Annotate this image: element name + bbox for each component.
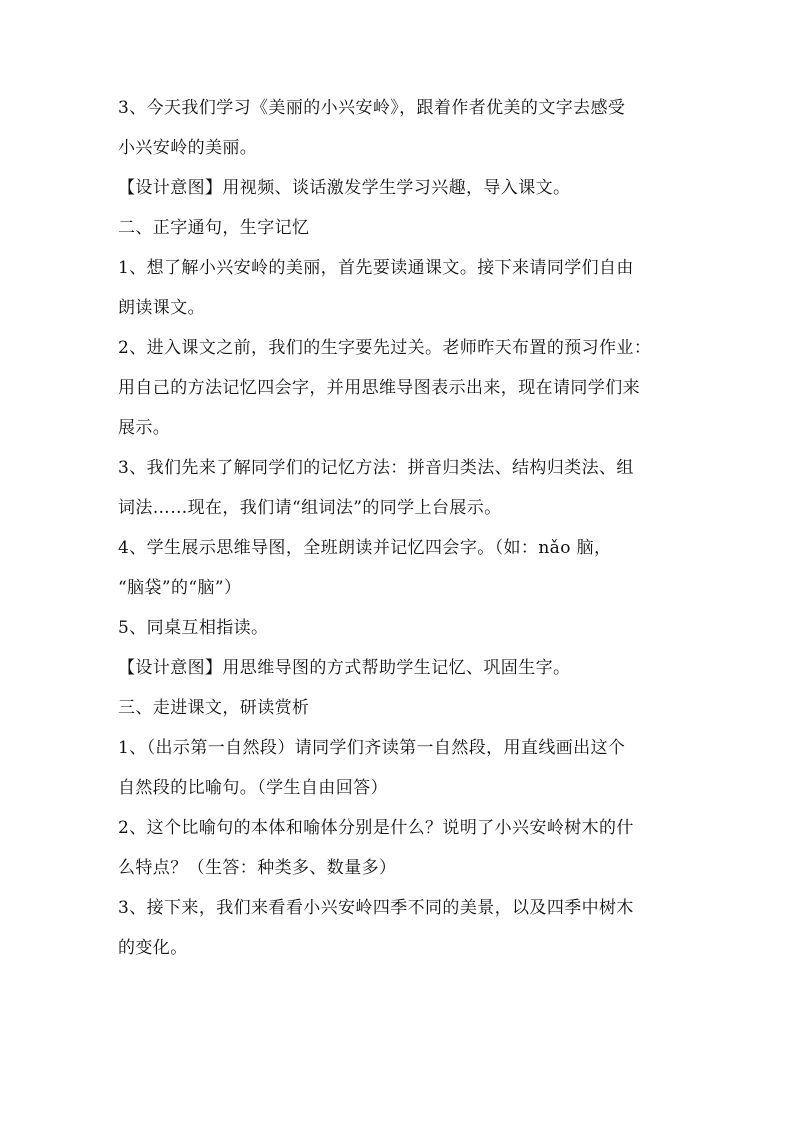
text-line: 朗读课文。 xyxy=(118,298,205,318)
text-line: 展示。 xyxy=(118,418,171,438)
text-line: 用自己的方法记忆四会字，并用思维导图表示出来，现在请同学们来 xyxy=(118,378,640,398)
text-line: 3、接下来，我们来看看小兴安岭四季不同的美景，以及四季中树木 xyxy=(118,898,634,918)
text-line: 5、同桌互相指读。 xyxy=(118,618,269,638)
text-line: 4、学生展示思维导图，全班朗读并记忆四会字。（如：nǎo 脑， xyxy=(118,538,612,558)
text-line: “脑袋”的“脑”） xyxy=(118,578,242,598)
design-intent-line: 【设计意图】用视频、谈话激发学生学习兴趣，导入课文。 xyxy=(118,178,571,198)
text-line: 1、想了解小兴安岭的美丽，首先要读通课文。接下来请同学们自由 xyxy=(118,258,634,278)
text-line: 么特点？（生答：种类多、数量多） xyxy=(118,858,397,878)
text-line: 词法……现在，我们请“组词法”的同学上台展示。 xyxy=(118,498,502,518)
text-line: 3、我们先来了解同学们的记忆方法：拼音归类法、结构归类法、组 xyxy=(118,458,634,478)
text-line: 2、这个比喻句的本体和喻体分别是什么？说明了小兴安岭树木的什 xyxy=(118,818,634,838)
text-line: 的变化。 xyxy=(118,938,188,958)
document-body xyxy=(118,97,688,959)
text-line: 2、进入课文之前，我们的生字要先过关。老师昨天布置的预习作业： xyxy=(118,338,652,358)
section-heading: 三、走进课文，研读赏析 xyxy=(118,698,310,718)
text-line: 3、今天我们学习《美丽的小兴安岭》，跟着作者优美的文字去感受 xyxy=(118,98,626,118)
text-line: 自然段的比喻句。（学生自由回答） xyxy=(118,778,388,798)
section-heading: 二、正字通句，生字记忆 xyxy=(118,218,310,238)
design-intent-line: 【设计意图】用思维导图的方式帮助学生记忆、巩固生字。 xyxy=(118,658,571,678)
text-line: 小兴安岭的美丽。 xyxy=(118,138,258,158)
text-line: 1、（出示第一自然段）请同学们齐读第一自然段，用直线画出这个 xyxy=(118,738,626,758)
